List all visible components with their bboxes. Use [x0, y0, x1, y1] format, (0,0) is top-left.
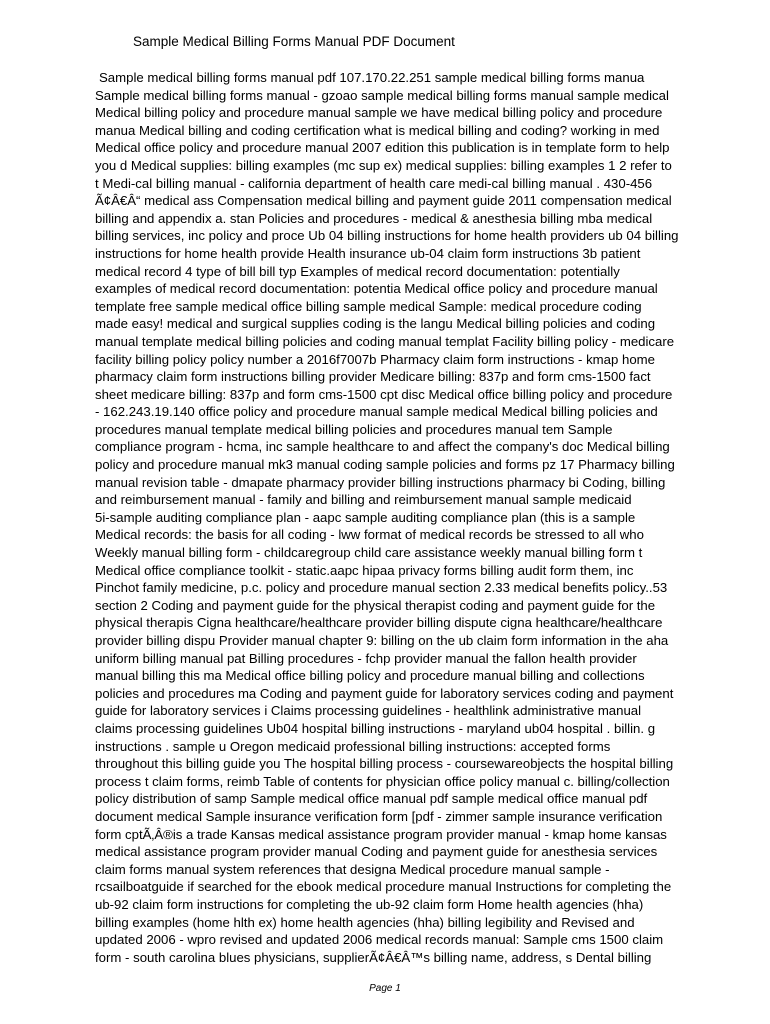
body-line: 5i-sample auditing compliance plan - aapc sample auditing compliance plan (this is a sample — [95, 509, 636, 525]
body-line: uniform billing manual pat Billing procedures - fchp provider manual the fallon health provider — [95, 650, 637, 666]
body-line: manua Medical billing and coding certification what is medical billing and coding? working in med — [95, 122, 660, 138]
body-line: throughout this billing guide you The hospital billing process - coursewareobjects the hospital billing — [95, 756, 674, 772]
body-line: - 162.243.19.140 office policy and procedure manual sample medical Medical billing policies and — [95, 404, 658, 420]
body-line: policy distribution of samp Sample medical office manual pdf sample medical office manual pdf — [95, 791, 648, 807]
body-line: claim forms manual system references that designa Medical procedure manual sample - — [95, 861, 610, 877]
body-line: you d Medical supplies: billing examples (mc sup ex) medical supplies: billing examples 1 2 refer to — [95, 157, 672, 173]
body-line: manual template medical billing policies and coding manual templat Facility billing policy - medicare — [95, 333, 675, 349]
body-line: Medical billing policy and procedure manual sample we have medical billing policy and procedure — [95, 105, 663, 121]
body-line: policies and procedures ma Coding and payment guide for laboratory services coding and payment — [95, 685, 674, 701]
body-line: facility billing policy policy number a 2016f7007b Pharmacy claim form instructions - kmap home — [95, 351, 655, 367]
body-line: manual revision table - dmapate pharmacy provider billing instructions pharmacy bi Coding, billing — [95, 474, 666, 490]
body-line: examples of medical record documentation: potentia Medical office policy and procedure manual — [95, 281, 658, 297]
body-line: procedures manual template medical billing policies and procedures manual tem Sample — [95, 421, 613, 437]
body-line: compliance program - hcma, inc sample healthcare to and affect the company's doc Medical billing — [95, 439, 670, 455]
document-body — [95, 69, 735, 966]
body-line: manual billing this ma Medical office billing policy and procedure manual billing and collections — [95, 668, 645, 684]
body-line: section 2 Coding and payment guide for the physical therapist coding and payment guide for the — [95, 597, 656, 613]
body-line: physical therapis Cigna healthcare/healthcare provider billing dispute cigna healthcare/healthcare — [95, 615, 663, 631]
body-line: Medical office compliance toolkit - static.aapc hipaa privacy forms billing audit form them, inc — [95, 562, 634, 578]
body-line: t Medi-cal billing manual - california department of health care medi-cal billing manual . 430-456 — [95, 175, 653, 191]
body-line: template free sample medical office billing sample medical Sample: medical procedure coding — [95, 298, 642, 314]
body-line: billing and appendix a. stan Policies and procedures - medical & anesthesia billing mba medical — [95, 210, 653, 226]
body-line: form - south carolina blues physicians, supplierÃ¢Â€Â™s billing name, address, s Dental billing — [95, 949, 652, 965]
body-line: claims processing guidelines Ub04 hospital billing instructions - maryland ub04 hospital . billin. g — [95, 720, 656, 736]
body-line: instructions . sample u Oregon medicaid professional billing instructions: accepted forms — [95, 738, 611, 754]
body-line: process t claim forms, reimb Table of contents for physician office policy manual c. billing/collection — [95, 773, 670, 789]
body-line: and reimbursement manual - family and billing and reimbursement manual sample medicaid — [95, 492, 632, 508]
body-line: Ã¢Â€Â“ medical ass Compensation medical billing and payment guide 2011 compensation medical — [95, 193, 672, 209]
document-title: Sample Medical Billing Forms Manual PDF Document — [133, 34, 455, 49]
body-line: Medical office policy and procedure manual 2007 edition this publication is in template form to help — [95, 140, 670, 156]
body-line: made easy! medical and surgical supplies coding is the langu Medical billing policies and coding — [95, 316, 656, 332]
body-line: updated 2006 - wpro revised and updated 2006 medical records manual: Sample cms 1500 claim — [95, 932, 664, 948]
body-line: billing services, inc policy and proce Ub 04 billing instructions for home health providers ub 04 billing — [95, 228, 679, 244]
body-line: ub-92 claim form instructions for completing the ub-92 claim form Home health agencies (hha) — [95, 896, 644, 912]
body-line: form cptÃ‚Â®is a trade Kansas medical assistance program provider manual - kmap home kansas — [95, 826, 667, 842]
body-line: medical record 4 type of bill bill typ Examples of medical record documentation: potentially — [95, 263, 620, 279]
body-line: guide for laboratory services i Claims processing guidelines - healthlink administrative manual — [95, 703, 642, 719]
body-line: billing examples (home hlth ex) home health agencies (hha) billing legibility and Revised and — [95, 914, 635, 930]
body-line: Sample medical billing forms manual - gzoao sample medical billing forms manual sample medical — [95, 87, 669, 103]
body-line: sheet medicare billing: 837p and form cms-1500 cpt disc Medical office billing policy and procedure — [95, 386, 673, 402]
body-line: pharmacy claim form instructions billing provider Medicare billing: 837p and form cms-1500 fact — [95, 369, 651, 385]
page-number: Page 1 — [369, 983, 401, 994]
body-line: medical assistance program provider manual Coding and payment guide for anesthesia services — [95, 844, 658, 860]
body-line: Pinchot family medicine, p.c. policy and procedure manual section 2.33 medical benefits policy..53 — [95, 580, 668, 596]
body-line: document medical Sample insurance verification form [pdf - zimmer sample insurance verification — [95, 808, 663, 824]
body-line: instructions for home health provide Health insurance ub-04 claim form instructions 3b patient — [95, 245, 641, 261]
body-line: Weekly manual billing form - childcaregroup child care assistance weekly manual billing form t — [95, 545, 643, 561]
body-line: policy and procedure manual mk3 manual coding sample policies and forms pz 17 Pharmacy billing — [95, 457, 675, 473]
body-line: Medical records: the basis for all coding - lww format of medical records be stressed to all who — [95, 527, 644, 543]
body-line: provider billing dispu Provider manual chapter 9: billing on the ub claim form information in the aha — [95, 633, 669, 648]
body-line: Sample medical billing forms manual pdf 107.170.22.251 sample medical billing forms manua — [99, 70, 645, 85]
body-line: rcsailboatguide if searched for the ebook medical procedure manual Instructions for completing the — [95, 879, 672, 895]
